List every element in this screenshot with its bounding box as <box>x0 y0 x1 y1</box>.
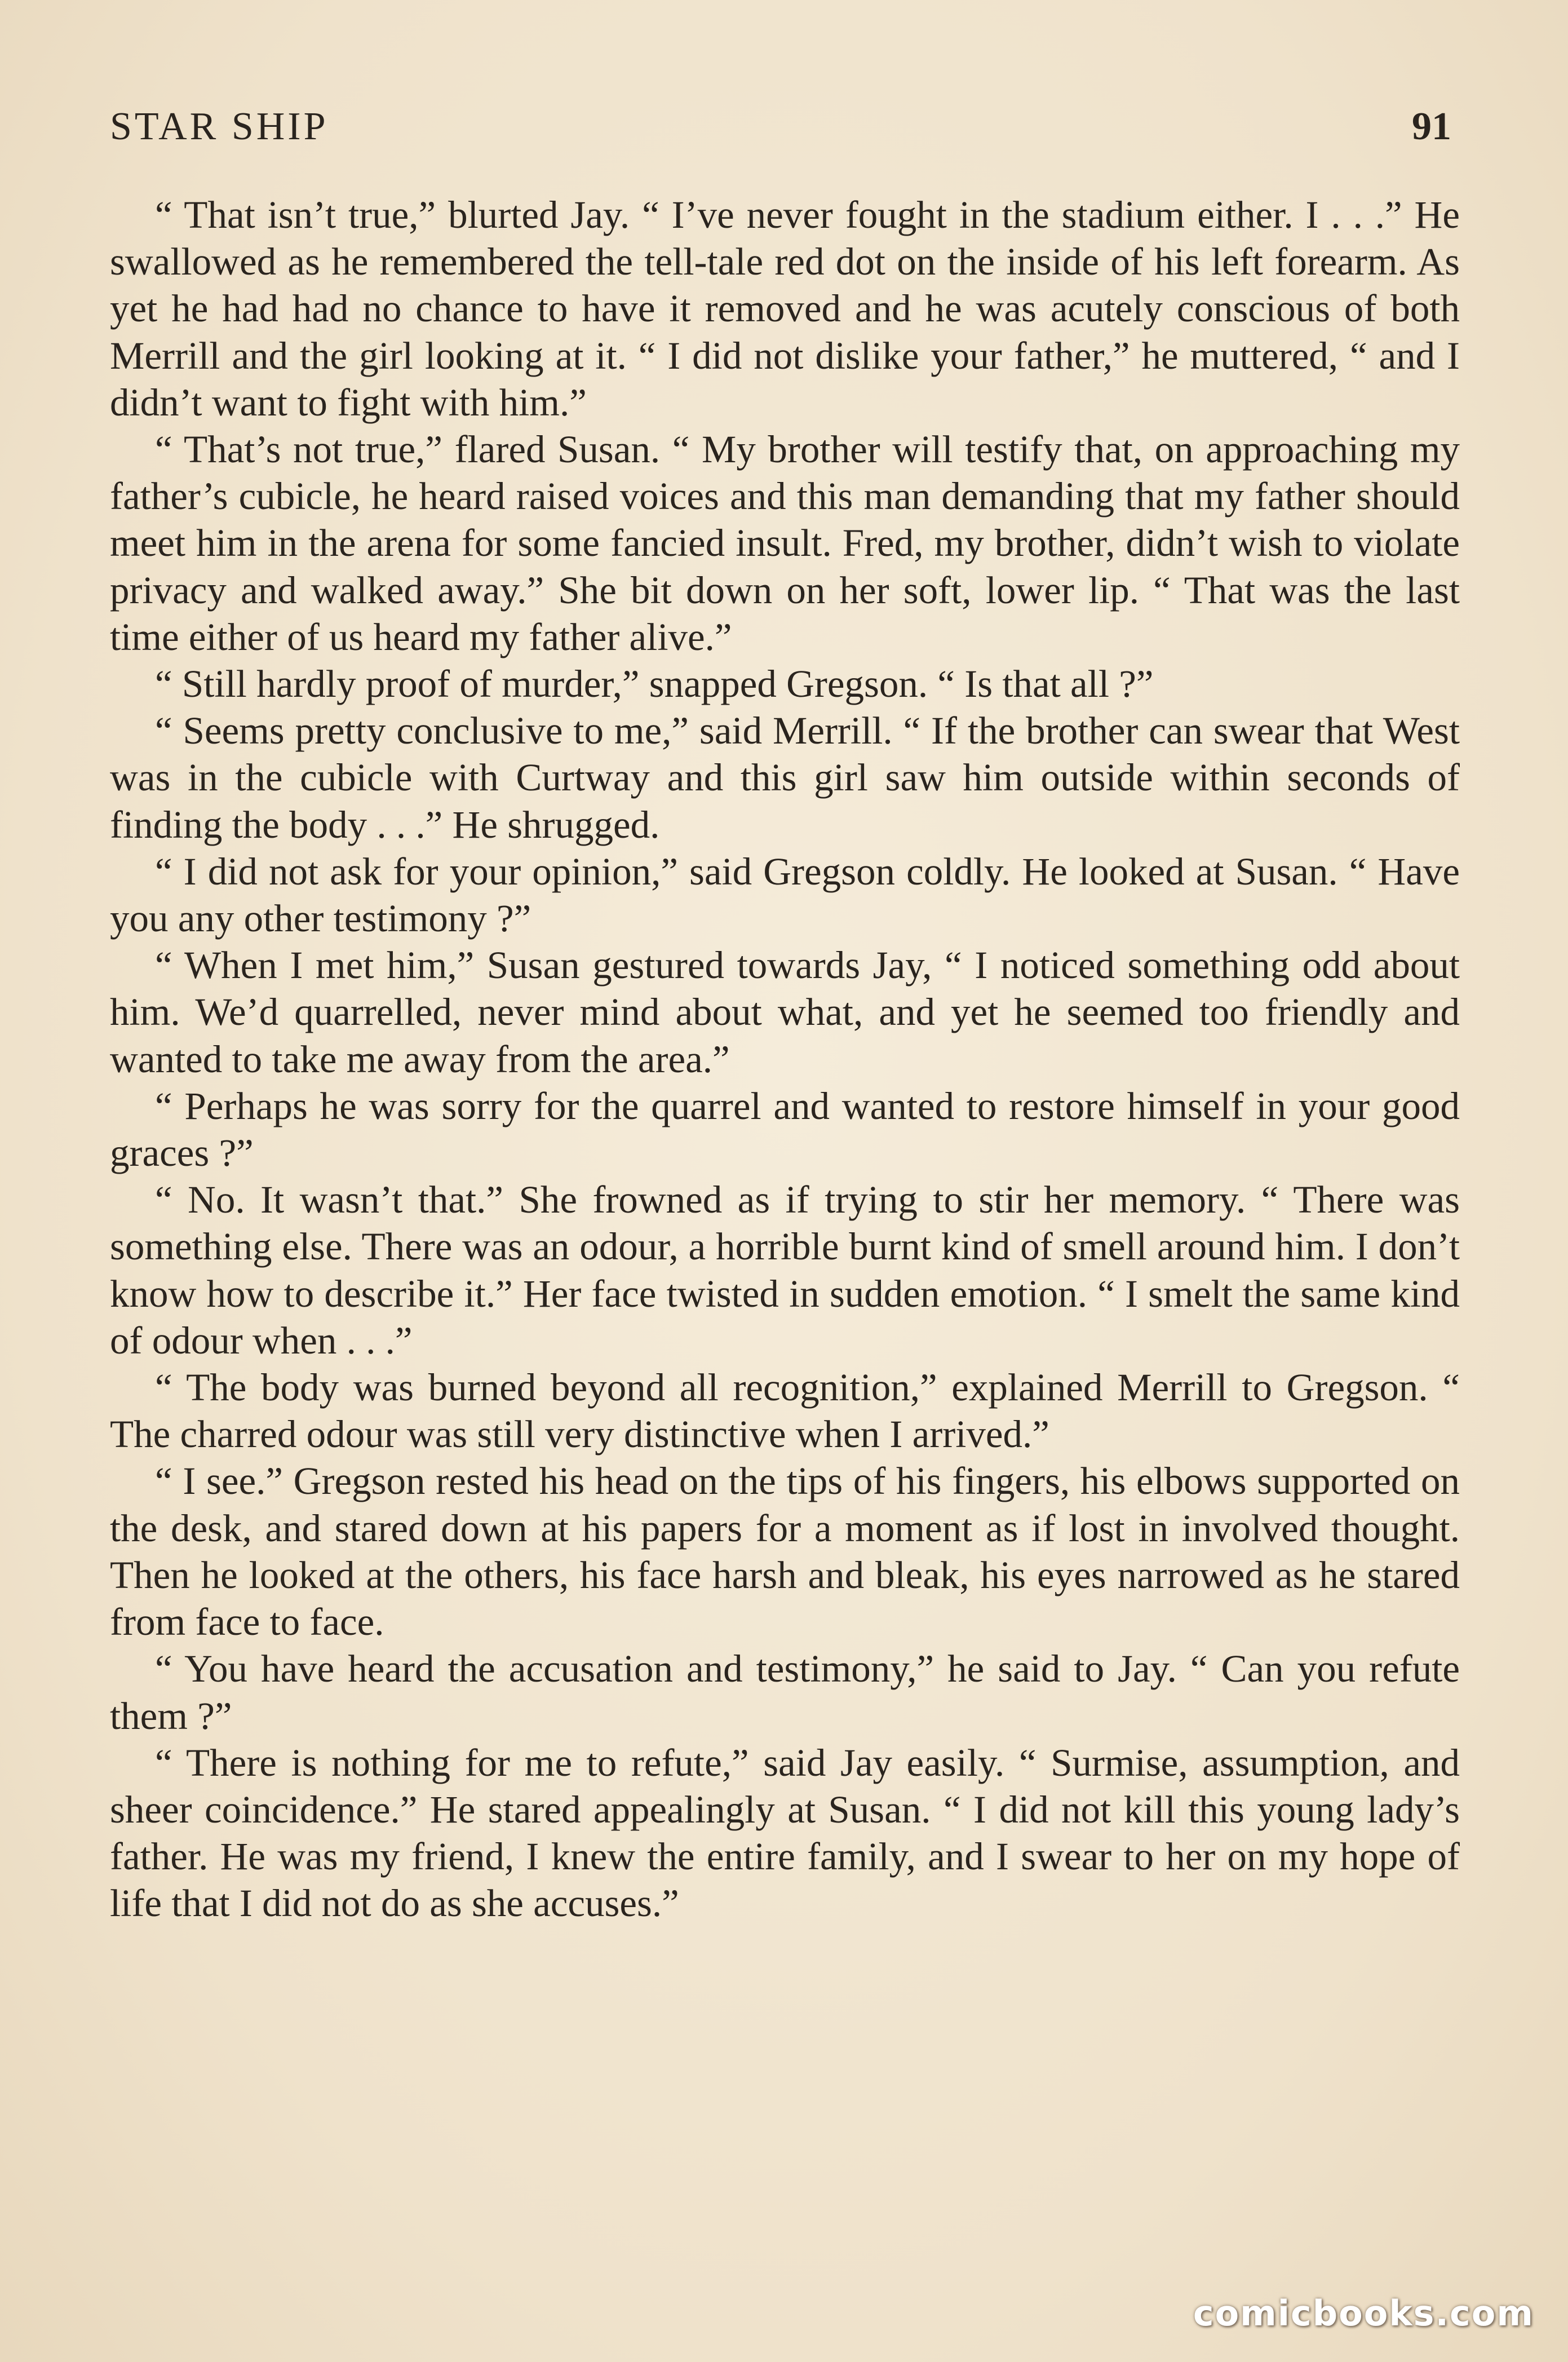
body-text <box>110 192 1460 1927</box>
paragraph: “ No. It wasn’t that.” She frowned as if trying to stir her memory. “ There was something else. There was an odour, a horrible burnt kind of smell around him. I don’t know how to describe it.” Her face twisted in sudden emotion. “ I smelt the same kind of odour when . . .” <box>110 1178 1460 1362</box>
paragraph: “ I did not ask for your opinion,” said Gregson coldly. He looked at Susan. “ Have you any other testimony ?” <box>110 850 1460 940</box>
paragraph: “ Still hardly proof of murder,” snapped Gregson. “ Is that all ?” <box>155 662 1154 706</box>
watermark: comicbooks.com <box>1193 2293 1534 2334</box>
page-header <box>110 96 1451 158</box>
paragraph: “ You have heard the accusation and testimony,” he said to Jay. “ Can you refute them ?” <box>110 1647 1460 1737</box>
paragraph: “ Seems pretty conclusive to me,” said Merrill. “ If the brother can swear that West was in the cubicle with Curtway and this girl saw him outside within seconds of finding the body . . .” He shrugged. <box>110 709 1460 846</box>
paragraph: “ That’s not true,” flared Susan. “ My brother will testify that, on approaching my father’s cubicle, he heard raised voices and this man demanding that my father should meet him in the arena for some fancied insult. Fred, my brother, didn’t wish to violate privacy and walked away.” She bit down on her soft, lower lip. “ That was the last time either of us heard my father alive.” <box>110 428 1460 658</box>
paragraph: “ I see.” Gregson rested his head on the tips of his fingers, his elbows supported on the desk, and stared down at his papers for a moment as if lost in involved thought. Then he looked at the others, his face harsh and bleak, his eyes narrowed as he stared from face to face. <box>110 1459 1460 1644</box>
paragraph: “ That isn’t true,” blurted Jay. “ I’ve never fought in the stadium either. I . . .” He swallowed as he remembered the tell-tale red dot on the inside of his left forearm. As yet he had had no chance to have it removed and he was acutely conscious of both Merrill and the girl looking at it. “ I did not dislike your father,” he muttered, “ and I didn’t want to fight with him.” <box>110 193 1460 424</box>
paragraph: “ There is nothing for me to refute,” said Jay easily. “ Surmise, assumption, and sheer coincidence.” He stared appealingly at Susan. “ I did not kill this young lady’s father. He was my friend, I knew the entire family, and I swear to her on my hope of life that I did not do as she accuses.” <box>110 1741 1460 1925</box>
page-number: 91 <box>1412 105 1451 148</box>
paragraph: “ The body was burned beyond all recognition,” explained Merrill to Gregson. “ The charred odour was still very distinctive when I arrived.” <box>110 1366 1460 1456</box>
running-title: STAR SHIP <box>110 105 329 148</box>
paragraph: “ Perhaps he was sorry for the quarrel and wanted to restore himself in your good graces ?” <box>110 1084 1460 1175</box>
paragraph: “ When I met him,” Susan gestured towards Jay, “ I noticed something odd about him. We’d quarrelled, never mind about what, and yet he seemed too friendly and wanted to take me away from the area.” <box>110 944 1460 1081</box>
